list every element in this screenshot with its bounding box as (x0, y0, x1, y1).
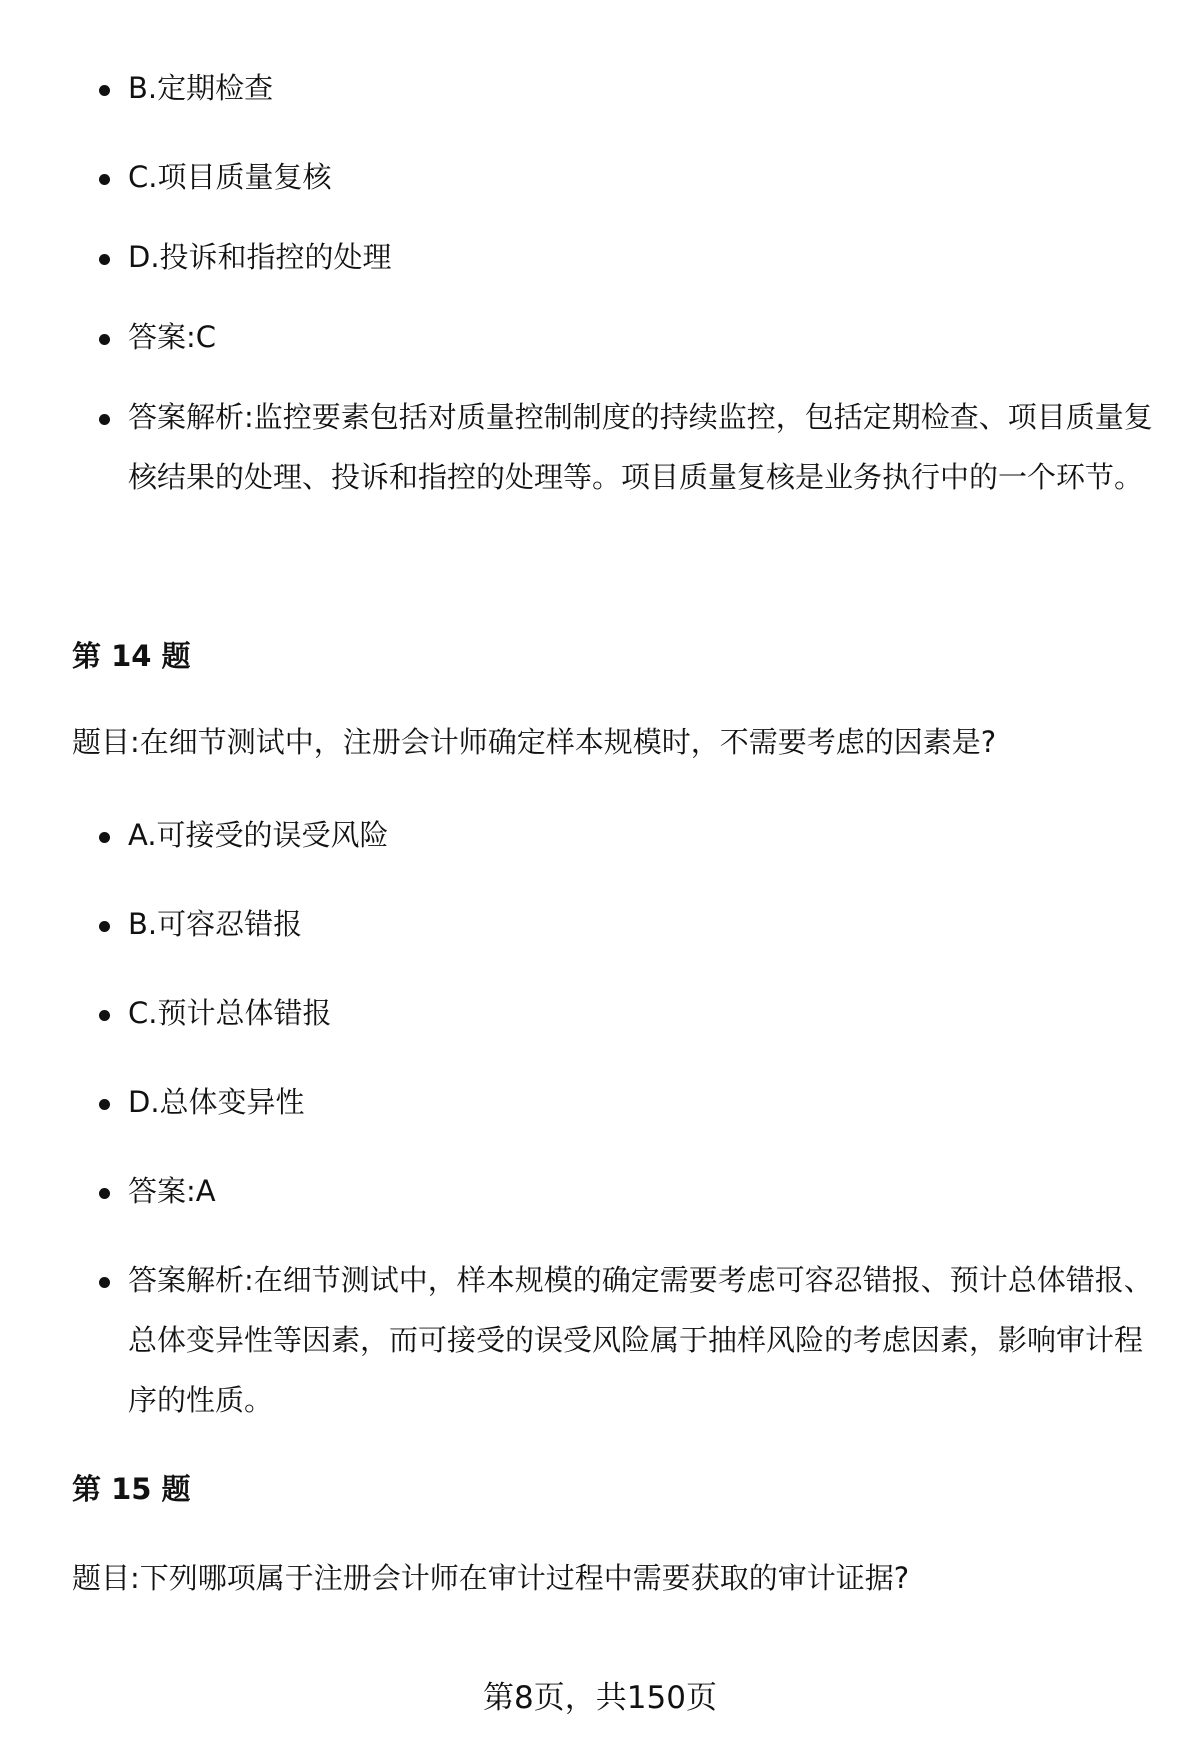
q13-option-d: D.投诉和指控的处理 (72, 227, 1162, 307)
q14-title: 第 14 题 (72, 639, 191, 673)
q13-options (72, 58, 1162, 507)
q15-title: 第 15 题 (72, 1472, 191, 1506)
q15-stem: 题目:下列哪项属于注册会计师在审计过程中需要获取的审计证据? (72, 1561, 910, 1595)
q13-answer: 答案:C (72, 307, 1162, 387)
q14-option-d: D.总体变异性 (72, 1072, 1162, 1161)
q13-option-b: B.定期检查 (72, 58, 1162, 147)
q14-option-b: B.可容忍错报 (72, 894, 1162, 983)
q14-option-c: C.预计总体错报 (72, 983, 1162, 1072)
q14-explanation: 答案解析:在细节测试中，样本规模的确定需要考虑可容忍错报、预计总体错报、总体变异性等因素，而可接受的误受风险属于抽样风险的考虑因素，影响审计程序的性质。 (72, 1250, 1162, 1430)
page-footer: 第8页，共150页 (483, 1680, 717, 1716)
q14-options (72, 805, 1162, 1430)
q14-answer: 答案:A (72, 1161, 1162, 1250)
q14-option-a: A.可接受的误受风险 (72, 805, 1162, 894)
q13-option-c: C.项目质量复核 (72, 147, 1162, 227)
q14-stem: 题目:在细节测试中，注册会计师确定样本规模时，不需要考虑的因素是? (72, 725, 997, 759)
q13-explanation: 答案解析:监控要素包括对质量控制制度的持续监控，包括定期检查、项目质量复核结果的处理、投诉和指控的处理等。项目质量复核是业务执行中的一个环节。 (72, 387, 1162, 507)
